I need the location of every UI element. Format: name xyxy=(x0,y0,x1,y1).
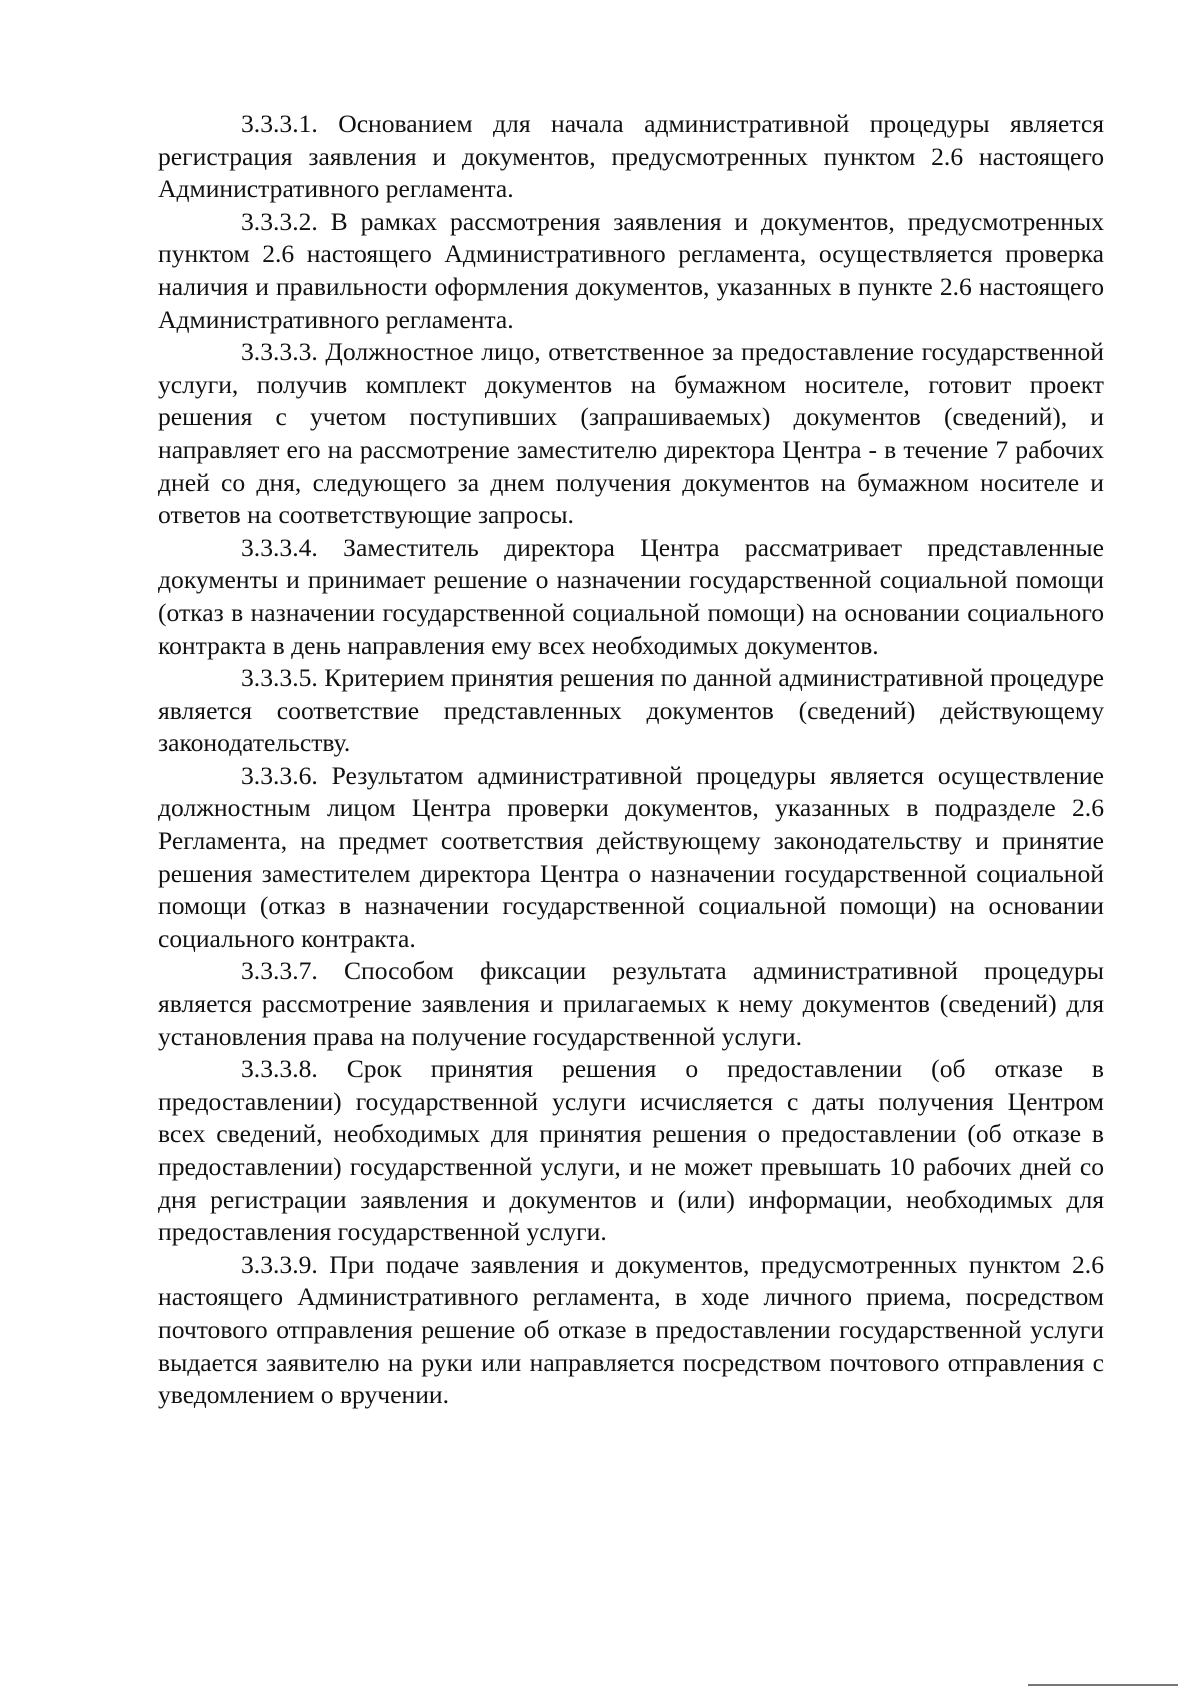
scan-edge-mark xyxy=(1028,1684,1178,1690)
paragraph-3-3-3-1: 3.3.3.1. Основанием для начала административной процедуры является регистрация заявления и документов, предусмотренных пунктом 2.6 настоящего Административного регламента. xyxy=(158,109,1104,204)
paragraph-3-3-3-3: 3.3.3.3. Должностное лицо, ответственное за предоставление государственной услуги, получив комплект документов на бумажном носителе, готовит проект решения с учетом поступивших (запрашиваемых) документов (сведений), и направляет его на рассмотрение заместителю директора Центра - в течение 7 рабочих дней со дня, следующего за днем получения документов на бумажном носителе и ответов на соответствующие запросы. xyxy=(158,337,1104,530)
paragraph-3-3-3-8: 3.3.3.8. Срок принятия решения о предоставлении (об отказе в предоставлении) государственной услуги исчисляется с даты получения Центром всех сведений, необходимых для принятия решения о предоставлении (об отказе в предоставлении) государственной услуги, и не может превышать 10 рабочих дней со дня регистрации заявления и документов и (или) информации, необходимых для предоставления государственной услуги. xyxy=(158,1054,1104,1247)
paragraph-3-3-3-7: 3.3.3.7. Способом фиксации результата административной процедуры является рассмотрение заявления и прилагаемых к нему документов (сведений) для установления права на получение государственной услуги. xyxy=(158,956,1104,1051)
paragraph-3-3-3-6: 3.3.3.6. Результатом административной процедуры является осуществление должностным лицом Центра проверки документов, указанных в подразделе 2.6 Регламента, на предмет соответствия действующему законодательству и принятие решения заместителем директора Центра о назначении государственной социальной помощи (отказ в назначении государственной социальной помощи) на основании социального контракта. xyxy=(158,760,1104,953)
paragraph-3-3-3-2: 3.3.3.2. В рамках рассмотрения заявления и документов, предусмотренных пунктом 2.6 настоящего Административного регламента, осуществляется проверка наличия и правильности оформления документов, указанных в пункте 2.6 настоящего Административного регламента. xyxy=(158,206,1104,334)
paragraph-3-3-3-4: 3.3.3.4. Заместитель директора Центра рассматривает представленные документы и принимает решение о назначении государственной социальной помощи (отказ в назначении государственной социальной помощи) на основании социального контракта в день направления ему всех необходимых документов. xyxy=(158,532,1104,660)
paragraph-3-3-3-5: 3.3.3.5. Критерием принятия решения по данной административной процедуре является соответствие представленных документов (сведений) действующему законодательству. xyxy=(158,663,1104,758)
document-body xyxy=(158,108,1104,1412)
paragraph-3-3-3-9: 3.3.3.9. При подаче заявления и документов, предусмотренных пунктом 2.6 настоящего Административного регламента, в ходе личного приема, посредством почтового отправления решение об отказе в предоставлении государственной услуги выдается заявителю на руки или направляется посредством почтового отправления с уведомлением о вручении. xyxy=(158,1249,1104,1410)
